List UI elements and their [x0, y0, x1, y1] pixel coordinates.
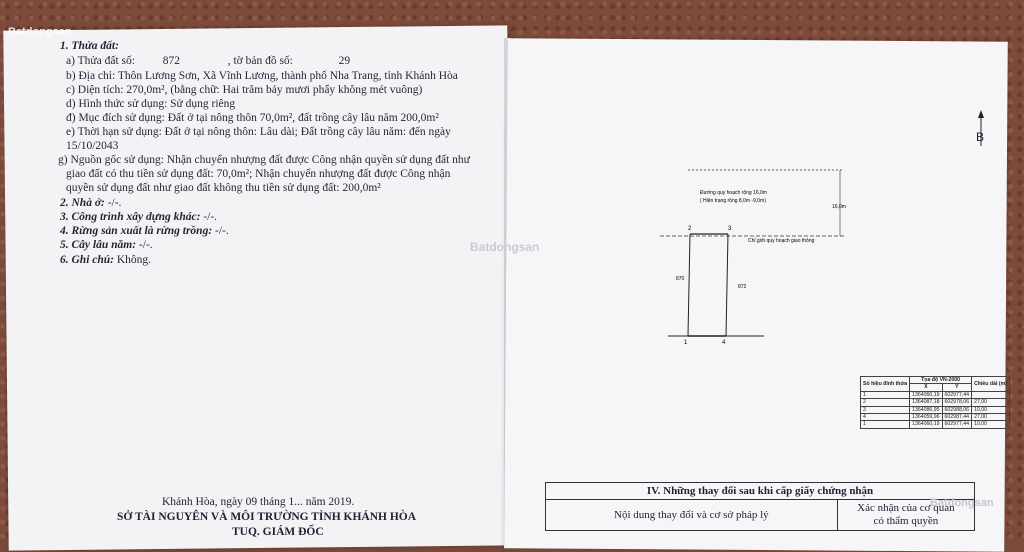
usage-purpose-line: đ) Mục đích sử dụng: Đất ở tại nông thôn 70,0m², đất trồng cây lâu năm 200,0m²: [66, 112, 439, 124]
table-row: 2 1364087,18 602978,06 27,00: [861, 399, 1010, 406]
origin-line-3: quyền sử dụng đất như giao đất không thu tiền sử dụng đất: 200,0m²: [66, 182, 381, 194]
parcel-number-line: [66, 55, 350, 67]
coord-header-system: Tọa độ VN-2000: [910, 377, 972, 384]
coord-header-vertex: Số hiệu đỉnh thửa: [861, 377, 910, 392]
usage-term-date: 15/10/2043: [66, 140, 119, 152]
issuing-authority: SỞ TÀI NGUYÊN VÀ MÔI TRƯỜNG TỈNH KHÁNH HÒA: [117, 511, 417, 523]
house-value: -/-.: [104, 197, 122, 209]
changes-col-confirm-1: Xác nhận của cơ quan: [857, 502, 955, 514]
usage-form-line: d) Hình thức sử dụng: Sử dụng riêng: [66, 98, 236, 110]
boundary-label: Chỉ giới quy hoạch giao thông: [748, 238, 815, 244]
parcel-edge-3-4: [726, 234, 728, 336]
road-label-1: Đường quy hoạch rộng 16,0m: [700, 190, 767, 196]
coord-subheader-y: Y: [942, 384, 972, 391]
parcel-edge-2-1: [688, 234, 690, 336]
perennial-label: 5. Cây lâu năm:: [60, 239, 137, 251]
neighbor-parcel-label: 870: [676, 276, 685, 282]
signer-title: TUQ. GIÁM ĐỐC: [232, 526, 324, 538]
map-sheet-label: , tờ bản đồ số:: [227, 55, 293, 67]
house-label: 2. Nhà ở:: [60, 197, 105, 209]
house-line: [60, 197, 121, 209]
issue-place-date: Khánh Hòa, ngày 09 tháng 1... năm 2019.: [162, 496, 355, 508]
vertex-1: 1: [684, 340, 688, 346]
north-arrow-icon: [974, 110, 988, 155]
watermark-top-left: Batdongsan: [8, 26, 72, 38]
map-sheet-number: 29: [338, 55, 351, 67]
parcel-number: 872: [162, 55, 180, 67]
coord-header-length: Chiều dài (m): [972, 377, 1010, 392]
forest-line: [60, 225, 229, 237]
notes-line: [60, 254, 151, 266]
forest-value: -/-.: [212, 225, 229, 237]
watermark-bottom-right: Batdongsan: [930, 497, 994, 509]
changes-col-content: Nội dung thay đổi và cơ sở pháp lý: [546, 500, 838, 531]
origin-line-1: g) Nguồn gốc sử dụng: Nhận chuyển nhượng đất được Công nhận quyền sử dụng đất như: [58, 154, 470, 166]
table-row: 1 1364060,19 602977,44: [861, 391, 1010, 398]
changes-title: IV. Những thay đổi sau khi cấp giấy chứng nhận: [546, 483, 975, 500]
north-label: B: [976, 130, 985, 144]
vertex-4: 4: [722, 340, 726, 346]
table-row: 1 1364060,19 602977,44 10,00: [861, 421, 1010, 428]
coord-subheader-x: X: [910, 384, 942, 391]
vertex-2: 2: [688, 226, 692, 232]
origin-line-2: giao đất có thu tiền sử dụng đất: 70,0m²; Nhận chuyển nhượng đất được Công nhận: [66, 168, 451, 180]
watermark-center: Batdongsan: [470, 240, 540, 254]
address-line: b) Địa chỉ: Thôn Lương Sơn, Xã Vĩnh Lương, thành phố Nha Trang, tỉnh Khánh Hòa: [66, 70, 458, 82]
other-structures-line: [60, 211, 217, 223]
forest-label: 4. Rừng sản xuất là rừng trồng:: [60, 225, 213, 237]
other-structures-value: -/-.: [200, 211, 218, 223]
table-row: 3 1364086,95 602988,06 10,00: [861, 406, 1010, 413]
changes-col-confirm-2: có thẩm quyền: [873, 515, 939, 527]
parcel-diagram: [640, 160, 860, 365]
other-structures-label: 3. Công trình xây dựng khác:: [60, 211, 201, 223]
perennial-value: -/-.: [136, 239, 153, 251]
area-line: c) Diện tích: 270,0m², (bằng chữ: Hai trăm bảy mươi phẩy không mét vuông): [66, 84, 423, 96]
table-row: 4 1364059,96 602987,44 27,00: [861, 414, 1010, 421]
notes-value: Không.: [114, 254, 152, 266]
changes-table: [545, 482, 975, 531]
vertex-3: 3: [728, 226, 732, 232]
road-width-label: 16,0m: [832, 204, 846, 210]
perennial-line: [60, 239, 153, 251]
usage-term-line: e) Thời hạn sử dụng: Đất ở tại nông thôn: Lâu dài; Đất trồng cây lâu năm: đến ngày: [66, 126, 451, 138]
section1-title: 1. Thửa đất:: [60, 40, 119, 52]
coordinate-table: [860, 376, 1010, 429]
road-label-2: ( Hiện trạng rộng 8,0m -9,0m): [700, 198, 766, 204]
parcel-label: 872: [738, 284, 747, 290]
notes-label: 6. Ghi chú:: [60, 254, 114, 266]
parcel-number-label: a) Thửa đất số:: [66, 55, 135, 67]
